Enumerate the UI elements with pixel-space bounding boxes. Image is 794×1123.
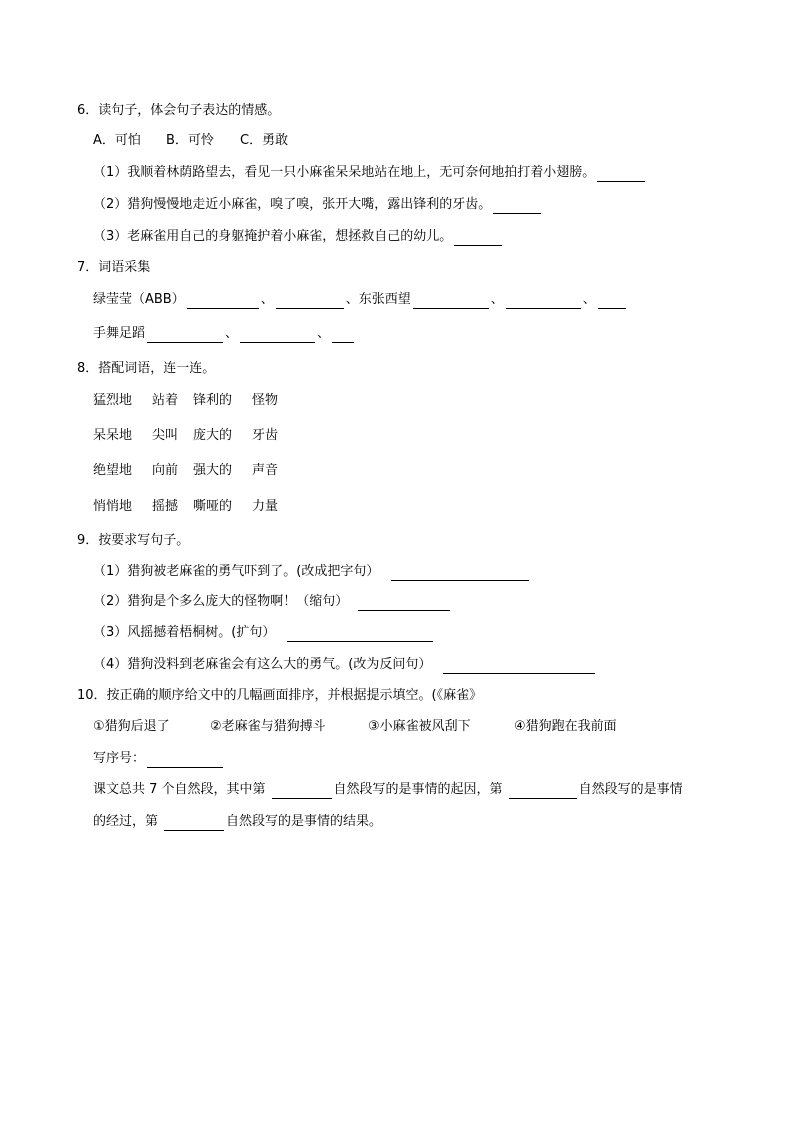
q6-item-3-text: （3）老麻雀用自己的身躯掩护着小麻雀，想拯救自己的幼儿。 — [93, 229, 453, 244]
q7-row2-label: 手舞足蹈 — [93, 326, 146, 341]
q7-sep: 、 — [225, 326, 239, 341]
q6-title: 6．读句子，体会句子表达的情感。 — [77, 103, 281, 118]
q10-option-3: ③小麻雀被风刮下 — [368, 719, 471, 734]
q8-word[interactable]: 向前 — [152, 463, 179, 478]
q8-row — [93, 462, 278, 480]
q10-para-text: 的经过，第 — [93, 814, 159, 829]
q6-item-1 — [93, 164, 647, 182]
q7-blank-2[interactable] — [276, 294, 344, 309]
q10-option-1: ①猎狗后退了 — [93, 719, 170, 734]
q10-para-blank-3[interactable] — [164, 816, 224, 831]
q7-sep: 、 — [317, 326, 331, 341]
q8-row — [93, 427, 278, 445]
q10-para-text: 自然段写的是事情 — [578, 782, 683, 797]
q7-sep: 、 — [490, 292, 504, 307]
q7-row1-mid: 东张西望 — [358, 292, 411, 307]
q6-item-1-answer-blank[interactable] — [597, 167, 645, 182]
q10-para-blank-2[interactable] — [509, 784, 577, 799]
q7-blank-1[interactable] — [187, 294, 259, 309]
q8-title: 8．搭配词语，连一连。 — [77, 361, 216, 376]
q6-option-c: C．勇敢 — [240, 133, 289, 148]
q8-word[interactable]: 牙齿 — [252, 428, 279, 443]
q9-item-2-answer-blank[interactable] — [358, 596, 450, 611]
q6-item-2-answer-blank[interactable] — [493, 199, 541, 214]
q10-para-text: 自然段写的是事情的结果。 — [226, 814, 383, 829]
q9-item-3-answer-blank[interactable] — [287, 627, 433, 642]
q8-word[interactable]: 锋利的 — [193, 393, 233, 408]
q10-order-label: 写序号： — [93, 751, 146, 766]
q8-word[interactable]: 尖叫 — [152, 428, 179, 443]
q8-word[interactable]: 嘶哑的 — [193, 499, 233, 514]
q10-para-text: 课文总共 7 个自然段，其中第 — [93, 782, 266, 797]
q8-word[interactable]: 庞大的 — [193, 428, 233, 443]
q10-order-blank[interactable] — [147, 753, 223, 768]
q6-item-2-text: （2）猎狗慢慢地走近小麻雀，嗅了嗅，张开大嘴，露出锋利的牙齿。 — [93, 197, 492, 212]
q10-option-2: ②老麻雀与猎狗搏斗 — [210, 719, 326, 734]
q8-word[interactable]: 站着 — [152, 393, 179, 408]
q7-blank-7[interactable] — [240, 328, 315, 343]
q9-item-3-text: （3）风摇撼着梧桐树。(扩句） — [93, 625, 276, 640]
q7-sep: 、 — [345, 292, 359, 307]
q6-item-1-text: （1）我顺着林荫路望去，看见一只小麻雀呆呆地站在地上，无可奈何地拍打着小翅膀。 — [93, 165, 596, 180]
q9-item-3 — [93, 624, 435, 642]
q8-word[interactable]: 猛烈地 — [93, 393, 133, 408]
q8-word[interactable]: 强大的 — [193, 463, 233, 478]
q9-item-2-text: （2）猎狗是个多么庞大的怪物啊！（缩句） — [93, 594, 349, 609]
q9-item-1 — [93, 563, 531, 581]
q8-word[interactable]: 怪物 — [252, 393, 279, 408]
q10-para-line-1 — [93, 781, 683, 799]
q9-title: 9．按要求写句子。 — [77, 533, 190, 548]
q7-title: 7．词语采集 — [77, 260, 151, 275]
q8-word[interactable]: 摇撼 — [152, 499, 179, 514]
q6-option-b: B．可怜 — [166, 133, 214, 148]
q8-word[interactable]: 悄悄地 — [93, 499, 133, 514]
q7-blank-6[interactable] — [147, 328, 223, 343]
q10-option-4: ④猎狗跑在我前面 — [514, 719, 617, 734]
q7-blank-4[interactable] — [506, 294, 581, 309]
q8-row — [93, 392, 278, 410]
q10-para-blank-1[interactable] — [272, 784, 332, 799]
q10-options — [93, 718, 617, 736]
q8-word[interactable]: 绝望地 — [93, 463, 133, 478]
q10-order-line — [93, 750, 225, 768]
q10-para-text: 自然段写的是事情的起因，第 — [333, 782, 503, 797]
q7-row-1 — [93, 291, 628, 309]
q7-blank-8[interactable] — [332, 328, 354, 343]
q6-option-a: A．可怕 — [93, 133, 141, 148]
q7-blank-5[interactable] — [598, 294, 626, 309]
q7-sep: 、 — [582, 292, 596, 307]
q9-item-4-text: （4）猎狗没料到老麻雀会有这么大的勇气。(改为反问句） — [93, 657, 432, 672]
q8-word[interactable]: 呆呆地 — [93, 428, 133, 443]
q10-title: 10．按正确的顺序给文中的几幅画面排序，并根据提示填空。(《麻雀》 — [77, 688, 483, 703]
q8-word[interactable]: 力量 — [252, 499, 279, 514]
q7-row1-label: 绿莹莹（ABB） — [93, 292, 185, 307]
q10-para-line-2 — [93, 813, 382, 831]
q9-item-4 — [93, 656, 597, 674]
q7-row-2 — [93, 325, 356, 343]
q6-item-3-answer-blank[interactable] — [454, 231, 502, 246]
q7-blank-3[interactable] — [413, 294, 489, 309]
q7-sep: 、 — [260, 292, 274, 307]
q6-options — [93, 132, 288, 150]
q9-item-1-text: （1）猎狗被老麻雀的勇气吓到了。(改成把字句） — [93, 564, 380, 579]
q8-word[interactable]: 声音 — [252, 463, 279, 478]
q8-row — [93, 498, 278, 516]
q9-item-2 — [93, 593, 452, 611]
q6-item-2 — [93, 196, 543, 214]
q6-item-3 — [93, 228, 504, 246]
q9-item-4-answer-blank[interactable] — [443, 659, 595, 674]
q9-item-1-answer-blank[interactable] — [391, 566, 529, 581]
